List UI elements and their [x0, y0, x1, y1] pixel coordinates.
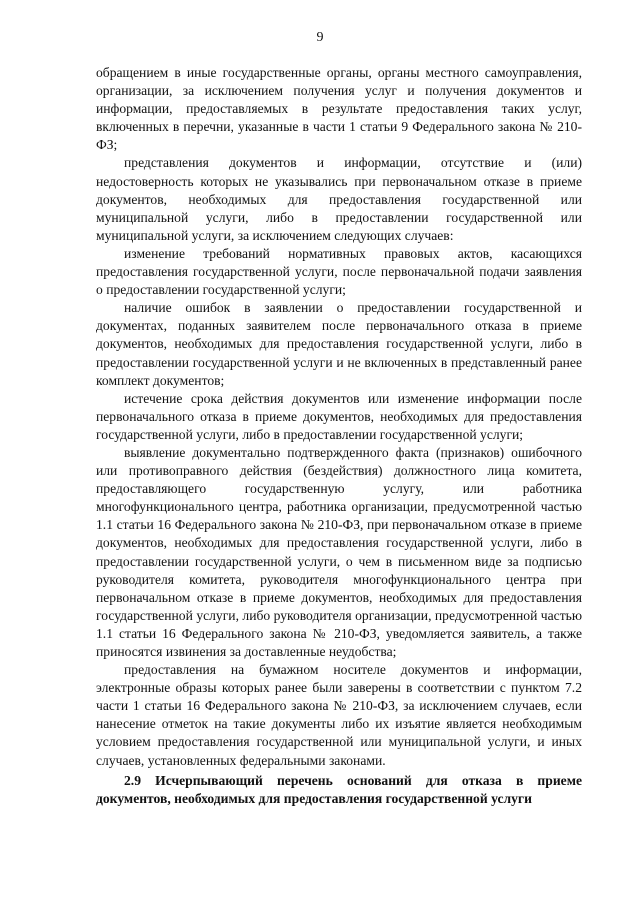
paragraph-item: выявление документально подтвержденного факта (признаков) ошибочного или противоправного действия (бездействия) должностного лица комитета, предоставляющего государственную услугу, или работника многофункционального центра, работника организации, предусмотренной частью 1.1 статьи 16 Федерального закона № 210-ФЗ, при первоначальном отказе в приеме документов, необходимых для предоставления государственной услуги, либо в предоставлении государственной услуги, о чем в письменном виде за подписью руководителя комитета, руководителя многофункционального центра при первоначальном отказе в приеме документов, необходимых для предоставления государственной услуги, либо руководителя организации, предусмотренной частью 1.1 статьи 16 Федерального закона № 210-ФЗ, уведомляется заявитель, а также приносятся извинения за доставленные неудобства;	[96, 444, 582, 659]
paragraph-continuation: обращением в иные государственные органы, органы местного самоуправления, организации, за исключением получения услуг и получения документов и информации, предоставляемых в результате предоставления таких услуг, включенных в перечни, указанные в части 1 статьи 9 Федерального закона № 210-ФЗ;	[96, 65, 582, 153]
page-number: 9	[316, 30, 324, 45]
paragraph-item: предоставления на бумажном носителе документов и информации, электронные образы которых ранее были заверены в соответствии с пунктом 7.2 части 1 статьи 16 Федерального закона № 210-ФЗ, за исключением случаев, если нанесение отметок на такие документы либо их изъятие является необходимым условием предоставления государственной или муниципальной услуги, и иных случаев, установленных федеральными законами.	[96, 662, 582, 768]
document-body	[96, 64, 582, 808]
paragraph-item: истечение срока действия документов или изменение информации после первоначального отказа в приеме документов, необходимых для предоставления государственной услуги, либо в предоставлении государственной услуги;	[96, 390, 582, 442]
section-heading: 2.9 Исчерпывающий перечень оснований для отказа в приеме документов, необходимых для предоставления государственной услуги	[96, 772, 582, 806]
paragraph-item: наличие ошибок в заявлении о предоставлении государственной и документах, поданных заявителем после первоначального отказа в приеме документов, необходимых для предоставления государственной услуги, либо в предоставлении государственной услуги и не включенных в представленный ранее комплект документов;	[96, 300, 582, 388]
paragraph-item: изменение требований нормативных правовых актов, касающихся предоставления государственной услуги, после первоначальной подачи заявления о предоставлении государственной услуги;	[96, 245, 582, 298]
paragraph-item: представления документов и информации, отсутствие и (или) недостоверность которых не указывались при первоначальном отказе в приеме документов, необходимых для предоставления государственной или муниципальной услуги, либо в предоставлении государственной или муниципальной услуги, за исключением следующих случаев:	[96, 155, 582, 243]
